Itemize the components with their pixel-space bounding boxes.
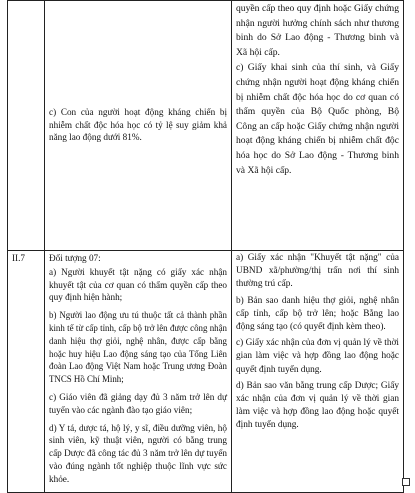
giay-to-item-a: a) Giấy xác nhận "Khuyết tật nặng" của UBND xã/phường/thị trấn nơi thí sinh thường trú cấp. (236, 253, 399, 290)
policy-table (7, 0, 404, 493)
doi-tuong-text: c) Con của người hoạt động kháng chiến bị nhiễm chất độc hóa học có tỷ lệ suy giảm khả năng lao động dưới 81%. (49, 106, 227, 143)
stt-cell (8, 1, 45, 251)
table-row (8, 251, 404, 493)
doi-tuong-cell (45, 251, 232, 493)
giay-to-continuation: quyền cấp theo quy định hoặc Giấy chứng nhận người hưởng chính sách như thương binh do Sở Lao động - Thương binh và Xã hội cấp. (236, 3, 399, 58)
giay-to-item-b: b) Bản sao danh hiệu thợ giỏi, nghệ nhân cấp tỉnh, cấp bộ trở lên; hoặc Bằng lao động sáng tạo (có quyết định kèm theo). (236, 295, 399, 333)
table-row (8, 1, 404, 251)
table-resize-handle[interactable] (402, 478, 410, 486)
doi-tuong-heading: Đối tượng 07: (49, 253, 101, 263)
doi-tuong-cell (45, 1, 232, 251)
doi-tuong-item-d: d) Y tá, dược tá, hộ lý, y sĩ, điều dưỡng viên, hộ sinh viên, kỹ thuật viên, người có bằng trung cấp Dược đã công tác đủ 3 năm trở lên dự tuyển vào đúng ngành tốt nghiệp thuộc lĩnh vực sức khỏe. (49, 422, 227, 484)
doi-tuong-item-a: a) Người khuyết tật nặng có giấy xác nhận khuyết tật của cơ quan có thẩm quyền cấp theo quy định hiện hành; (49, 266, 227, 303)
giay-to-item-c: c) Giấy khai sinh của thí sinh, và Giấy chứng nhận người hoạt động kháng chiến bị nhiễm chất độc hóa học do cơ quan có thẩm quyền của Bộ Quốc phòng, Bộ Công an cấp hoặc Giấy chứng nhận người hoạt động kháng chiến bị nhiễm chất độc hóa học do Sở Lao động - Thương binh và Xã hội cấp. (236, 62, 399, 176)
doi-tuong-item-b: b) Người lao động ưu tú thuộc tất cả thành phần kinh tế từ cấp tỉnh, cấp bộ trở lên được công nhận danh hiệu thợ giỏi, nghệ nhân, được cấp bằng hoặc huy hiệu Lao động sáng tạo của Tổng Liên đoàn Lao động Việt Nam hoặc Trung ương Đoàn TNCS Hồ Chí Minh; (49, 310, 227, 385)
giay-to-cell (232, 251, 404, 493)
doi-tuong-item-c: c) Giáo viên đã giảng dạy đủ 3 năm trở lên dự tuyển vào các ngành đào tạo giáo viên; (49, 391, 227, 415)
giay-to-item-c: c) Giấy xác nhận của đơn vị quản lý về thời gian làm việc và hợp đồng lao động hoặc quyết định tuyển dụng. (236, 338, 399, 375)
giay-to-item-d: d) Bản sao văn bằng trung cấp Dược; Giấy xác nhận của đơn vị quản lý về thời gian làm việc và hợp đồng lao động hoặc quyết định tuyển dụng. (236, 380, 399, 431)
giay-to-cell (232, 1, 404, 251)
stt-cell: II.7 (8, 251, 45, 493)
